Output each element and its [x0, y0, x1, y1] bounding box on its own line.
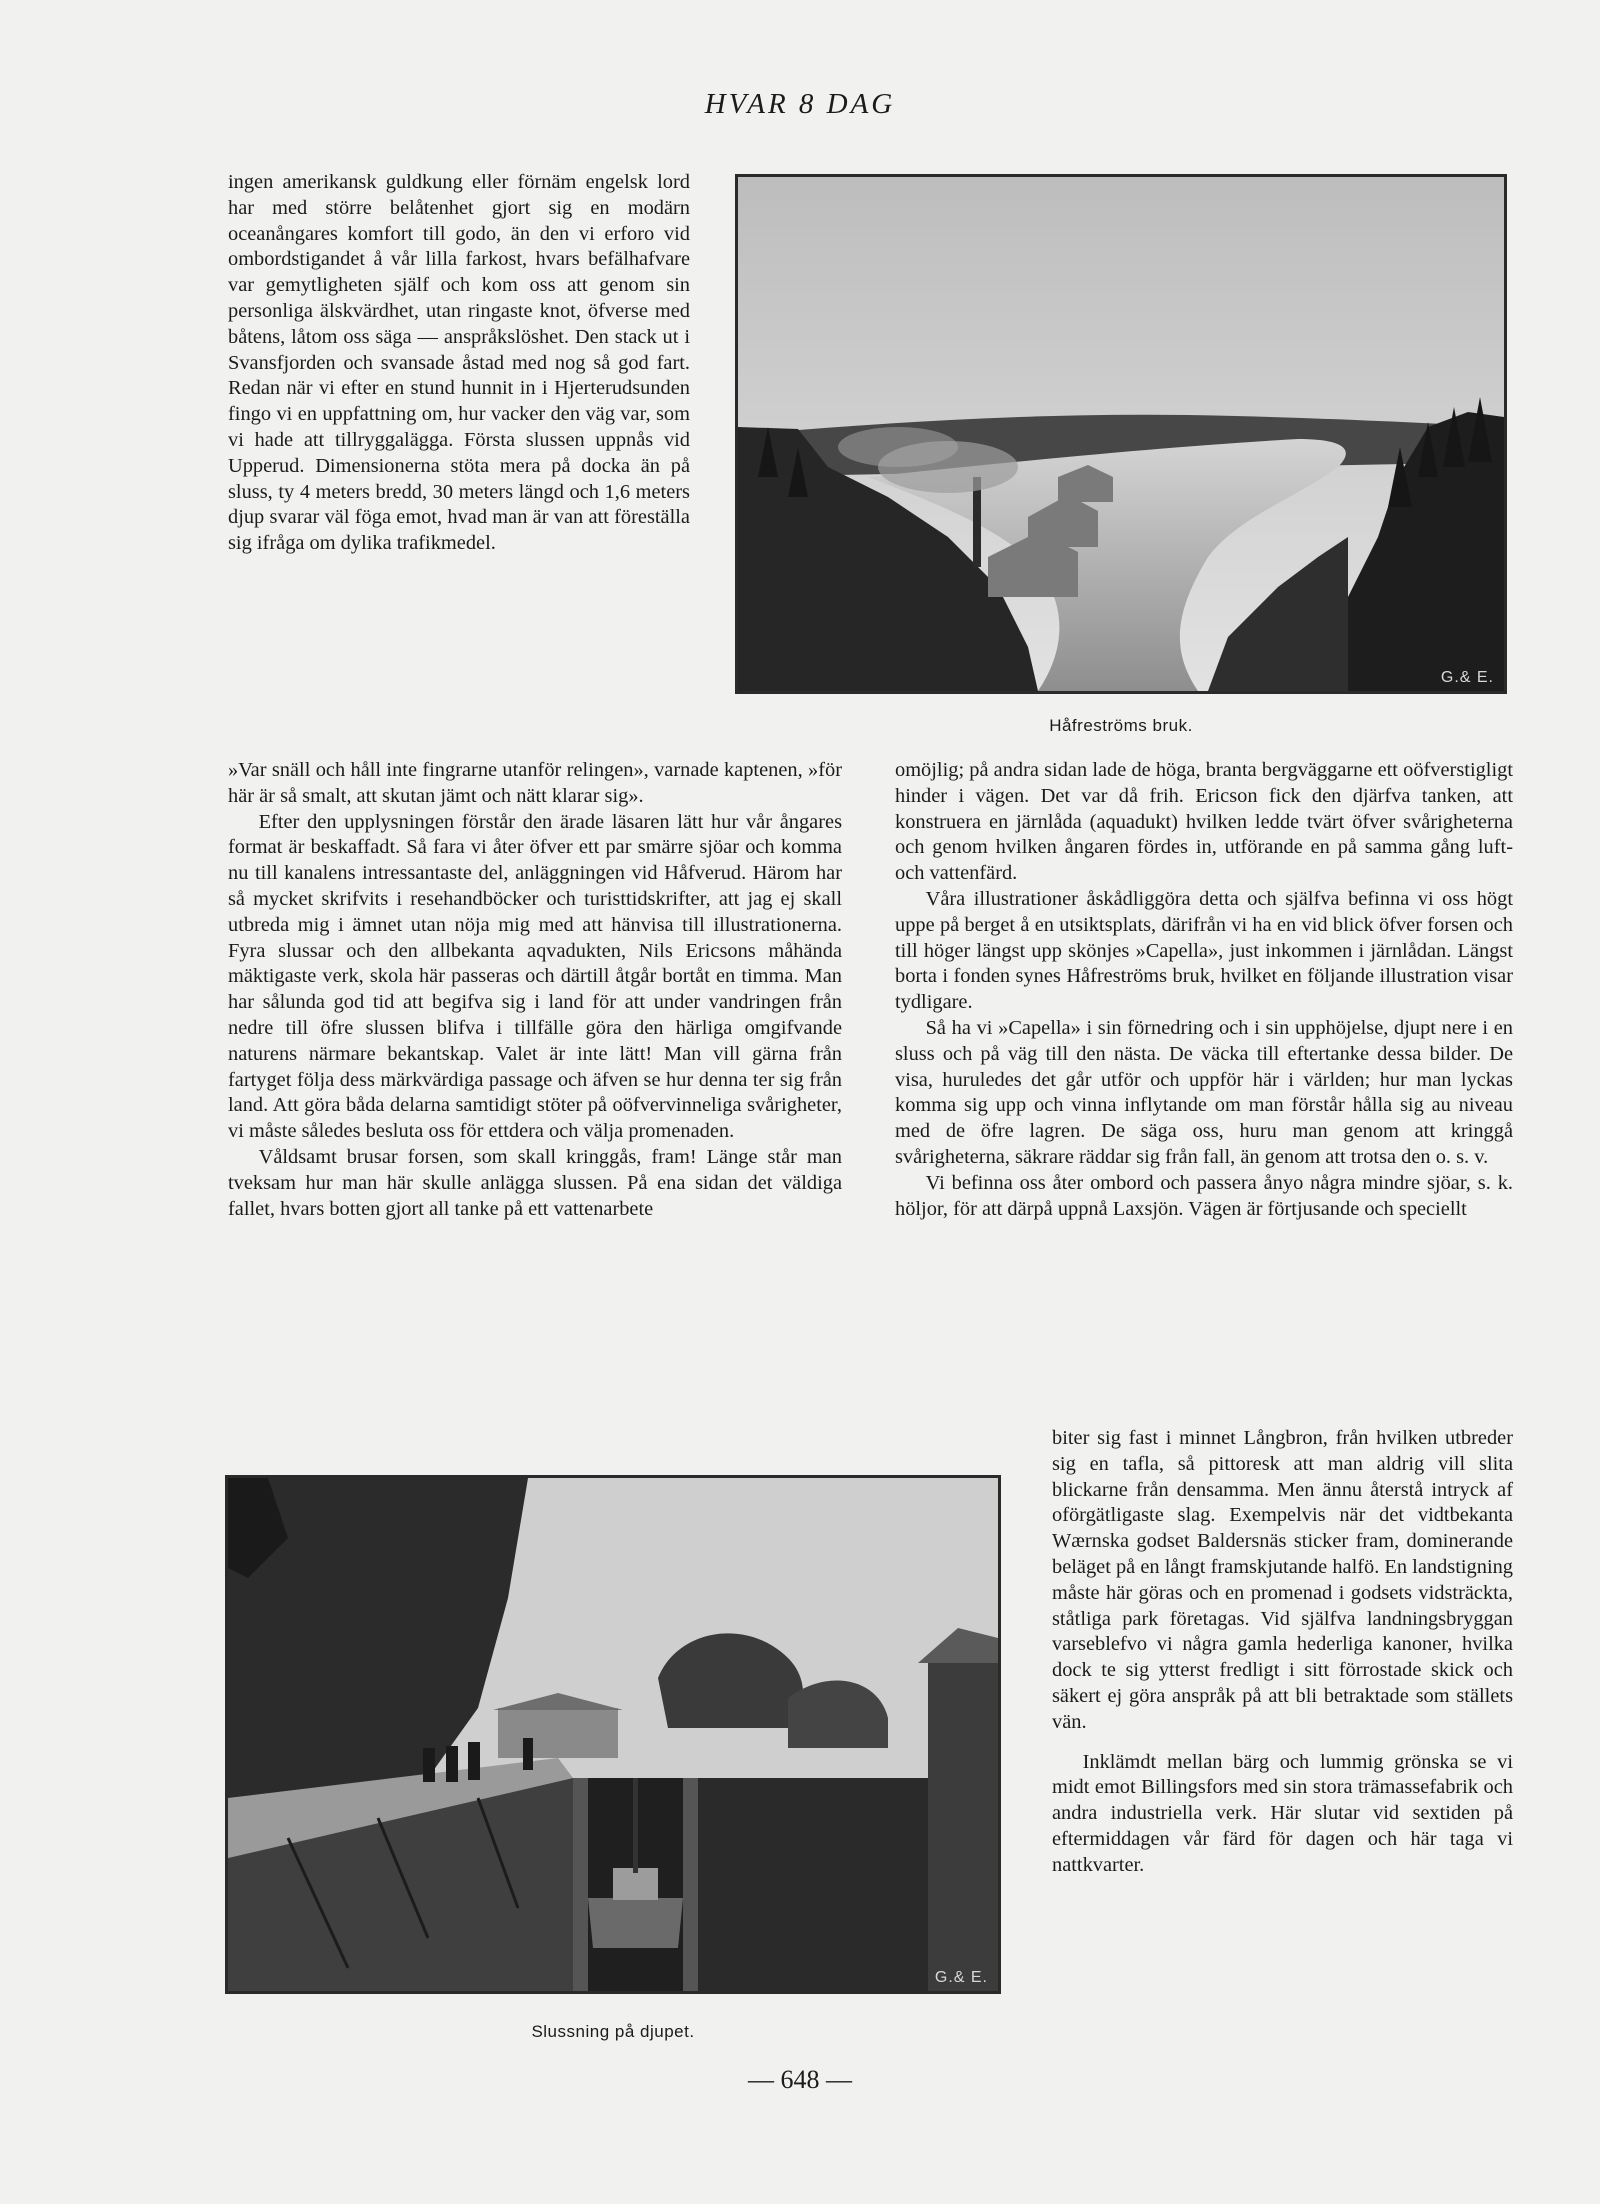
paragraph: omöjlig; på andra sidan lade de höga, branta bergväggarne ett oöfverstigligt hinder i vägen. Det var då frih. Ericson fick den djärfva tanken, att konstruera en järnlåda (aquadukt) hvilken ledde tvärt öfver svårigheterna och genom hvilken ångaren fördes in, utförande en på samma gång luft- och vattenfärd. — [895, 759, 1513, 885]
paragraph: biter sig fast i minnet Långbron, från hvilken utbreder sig en tafla, så pittoresk att man aldrig vill slita blickarne från densamma. Men ännu återstå intryck af oförgätligaste slag. Exempelvis när det vidtbekanta Wærnska godset Baldersnäs sticker fram, dominerande beläget på en långt framskjutande halfö. En landstigning måste här göras och en promenad i godsets vidsträckta, ståtliga park företagas. Vid själfva landningsbryggan varseblefvo vi några gamla hederliga kanoner, hvilka dock te sig ytterst fredligt i sitt förrostade skick och säkert ej göra anspråk på att bli betraktade som ställets vän. — [1052, 1427, 1513, 1733]
paragraph: Så ha vi »Capella» i sin förnedring och i sin upphöjelse, djupt nere i en sluss och på väg till den nästa. De väcka till eftertanke dessa bilder. De visa, huruledes det går utför och uppför här i världen; hur man lyckas komma sig upp och vinna inflytande om man förstår hålla sig au niveau med de öfre lagren. De säga oss, huru man genom att kringgå svårigheterna, säkrare räddar sig från fall, än genom att trotsa den o. s. v. — [895, 1016, 1513, 1168]
photo-caption: Håfreströms bruk. — [1049, 716, 1193, 735]
left-column — [228, 170, 690, 557]
paragraph: Våldsamt brusar forsen, som skall kringgås, fram! Länge står man tveksam hur man här skulle anlägga slussen. På ena sidan det väldiga fallet, hvars botten gjort all tanke på ett vattenarbete — [228, 1145, 842, 1220]
paragraph: Våra illustrationer åskådliggöra detta och själfva befinna vi oss högt uppe på berget å en utsiktsplats, därifrån vi ha en vid blick öfver forsen och till höger längst upp skönjes »Capella», just inkommen i järnlådan. Längst borta i fonden synes Håfreströms bruk, hvilket en följande illustration visar tydligare. — [895, 887, 1513, 1014]
running-header: HVAR 8 DAG — [704, 88, 896, 120]
paragraph: Inklämdt mellan bärg och lummig grönska se vi midt emot Billingsfors med sin stora trämassefabrik och andra industriella verk. Här slutar vid sextiden på eftermiddagen vår färd för dagen och här taga vi nattkvarter. — [1052, 1750, 1513, 1876]
photo-caption: Slussning på djupet. — [531, 2022, 695, 2041]
left-wide-column — [228, 758, 842, 1222]
paragraph: Vi befinna oss åter ombord och passera ånyo några mindre sjöar, s. k. höljor, för att därpå uppnå Laxsjön. Vägen är förtjusande och speciellt — [895, 1171, 1513, 1220]
paragraph: Efter den upplysningen förstår den ärade läsaren lätt hur vår ångares format är beskaffadt. Så fara vi åter öfver ett par smärre sjöar och komma nu till kanalens intressantaste del, anläggningen vid Håfverud. Härom har så mycket skrifvits i resehandböcker och turisttidskrifter, att jag ej skall utbreda mig i ämnet utan nöja mig med att hänvisa till illustrationerna. Fyra slussar och den allbekanta aqvadukten, Nils Ericsons måhända mäktigaste verk, skola här passeras och därtill åtgår bortåt en timma. Man har sålunda god tid att begifva sig i land för att under vandringen från nedre till öfre slussen blifva i tillfälle göra den härliga omgifvande naturens närmare bekantskap. Valet är inte lätt! Man vill gärna från fartyget följa dess märkvärdiga passage och äfven se hur denna ter sig från land. Att göra båda delarna samtidigt stöter på oöfvervinneliga svårigheter, vi måste således besluta oss för ettdera och välja promenaden. — [228, 810, 842, 1143]
right-narrow-column — [1052, 1426, 1513, 1879]
page-number: — 648 — — [748, 2065, 852, 2094]
photo-slussning — [225, 1475, 1001, 1994]
paragraph: ingen amerikansk guldkung eller förnäm engelsk lord har med större belåtenhet gjort sig en modärn oceanångares komfort till godo, än den vi erforo vid ombordstigandet å vår lilla farkost, hvars befälhafvare var gemytligheten själf och kom oss att genom sin personliga älskvärdhet, utan ringaste knot, öfverse med båtens, låtom oss säga — anspråkslöshet. Den stack ut i Svansfjorden och svansade åstad med nog så god fart. Redan när vi efter en stund hunnit in i Hjerterudsunden fingo vi en uppfattning om, hur vacker den väg var, som vi hade att tillryggalägga. Första slussen uppnås vid Upperud. Dimensionerna stöta mera på docka än på sluss, ty 4 meters bredd, 30 meters längd och 1,6 meters djup svarar väl föga emot, hvad man är van att föreställa sig ifråga om dylika trafikmedel. — [228, 171, 690, 555]
paragraph: »Var snäll och håll inte fingrarne utanför relingen», varnade kaptenen, »för här är så smalt, att skutan jämt och nätt klarar sig». — [228, 759, 842, 807]
right-column — [895, 758, 1513, 1222]
landscape-illustration — [738, 177, 1504, 691]
photo-credit: G.& E. — [934, 1969, 988, 1986]
photo-hafrestroms-bruk — [735, 174, 1507, 694]
photo-credit: G.& E. — [1440, 669, 1494, 686]
lock-illustration — [228, 1478, 998, 1991]
